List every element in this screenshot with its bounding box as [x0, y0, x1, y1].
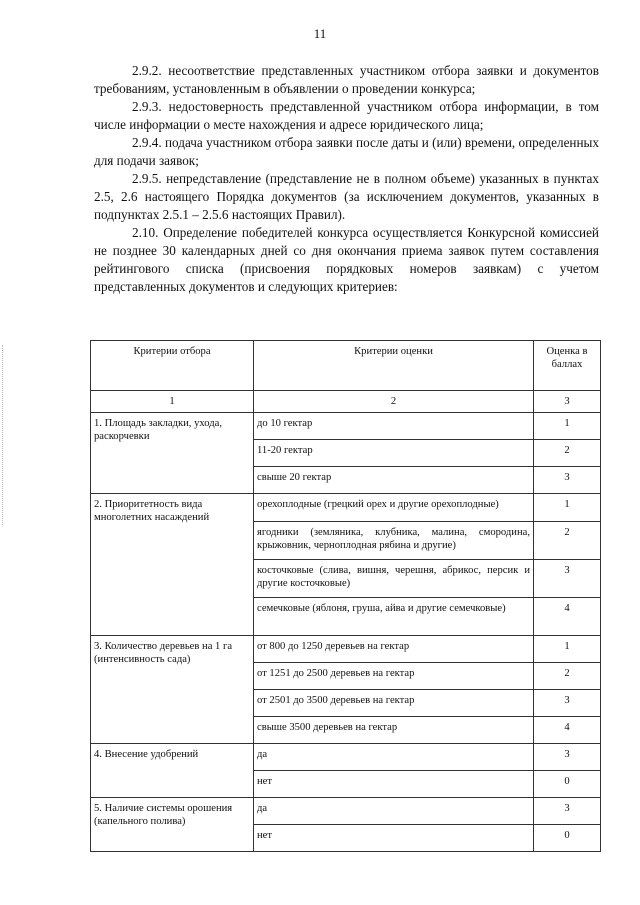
option-cell: свыше 20 гектар: [254, 467, 534, 494]
score-cell: 1: [534, 636, 601, 663]
scan-margin-mark: [2, 345, 4, 525]
paragraph-2-9-5: 2.9.5. непредставление (представление не в полном объеме) указанных в пунктах 2.5, 2.6 настоящего Порядка документов (за исключением документов, указанных в подпунктах 2.5.1 – 2.5.6 настоящих Правил).: [94, 171, 599, 222]
score-cell: 1: [534, 494, 601, 522]
table-row: [91, 494, 601, 522]
column-number: 2: [254, 391, 534, 413]
option-cell: семечковые (яблоня, груша, айва и другие семечковые): [254, 598, 534, 636]
option-cell: да: [254, 744, 534, 771]
criterion-cell: 1. Площадь закладки, ухода, раскорчевки: [91, 413, 254, 494]
score-cell: 3: [534, 560, 601, 598]
option-cell: орехоплодные (грецкий орех и другие орехоплодные): [254, 494, 534, 522]
option-cell: от 1251 до 2500 деревьев на гектар: [254, 663, 534, 690]
option-cell: да: [254, 798, 534, 825]
column-number: 1: [91, 391, 254, 413]
option-cell: от 800 до 1250 деревьев на гектар: [254, 636, 534, 663]
score-cell: 0: [534, 825, 601, 852]
score-cell: 4: [534, 717, 601, 744]
header-score: Оценка в баллах: [534, 341, 601, 391]
criteria-table: [90, 340, 601, 852]
criterion-cell: 3. Количество деревьев на 1 га (интенсивность сада): [91, 636, 254, 744]
option-cell: свыше 3500 деревьев на гектар: [254, 717, 534, 744]
option-cell: от 2501 до 3500 деревьев на гектар: [254, 690, 534, 717]
score-cell: 0: [534, 771, 601, 798]
column-number: 3: [534, 391, 601, 413]
paragraph-2-9-2: 2.9.2. несоответствие представленных участником отбора заявки и документов требованиям, установленным в объявлении о проведении конкурса;: [94, 63, 599, 96]
option-cell: до 10 гектар: [254, 413, 534, 440]
score-cell: 4: [534, 598, 601, 636]
table-column-number-row: [91, 391, 601, 413]
header-selection-criteria: Критерии отбора: [91, 341, 254, 391]
table-row: [91, 636, 601, 663]
criterion-cell: 4. Внесение удобрений: [91, 744, 254, 798]
score-cell: 3: [534, 690, 601, 717]
body-text: [94, 62, 599, 296]
criterion-cell: 5. Наличие системы орошения (капельного полива): [91, 798, 254, 852]
score-cell: 3: [534, 744, 601, 771]
score-cell: 3: [534, 798, 601, 825]
table-row: [91, 744, 601, 771]
table-header-row: [91, 341, 601, 391]
paragraph-2-10: 2.10. Определение победителей конкурса осуществляется Конкурсной комиссией не позднее 30 календарных дней со дня окончания приема заявок путем составления рейтингового списка (присвоения порядковых номеров заявкам) с учетом представленных документов и следующих критериев:: [94, 225, 599, 294]
option-cell: нет: [254, 771, 534, 798]
score-cell: 2: [534, 663, 601, 690]
score-cell: 3: [534, 467, 601, 494]
option-cell: ягодники (земляника, клубника, малина, смородина, крыжовник, черноплодная рябина и другие): [254, 522, 534, 560]
option-cell: косточковые (слива, вишня, черешня, абрикос, персик и другие косточковые): [254, 560, 534, 598]
paragraph-2-9-3: 2.9.3. недостоверность представленной участником отбора информации, в том числе информации о месте нахождения и адресе юридического лица;: [94, 99, 599, 132]
criterion-cell: 2. Приоритетность вида многолетних насаждений: [91, 494, 254, 636]
paragraph-2-9-4: 2.9.4. подача участником отбора заявки после даты и (или) времени, определенных для подачи заявок;: [94, 135, 599, 168]
score-cell: 1: [534, 413, 601, 440]
score-cell: 2: [534, 522, 601, 560]
table-row: [91, 413, 601, 440]
score-cell: 2: [534, 440, 601, 467]
option-cell: нет: [254, 825, 534, 852]
header-evaluation-criteria: Критерии оценки: [254, 341, 534, 391]
table-row: [91, 798, 601, 825]
page-number: 11: [313, 26, 327, 41]
option-cell: 11-20 гектар: [254, 440, 534, 467]
